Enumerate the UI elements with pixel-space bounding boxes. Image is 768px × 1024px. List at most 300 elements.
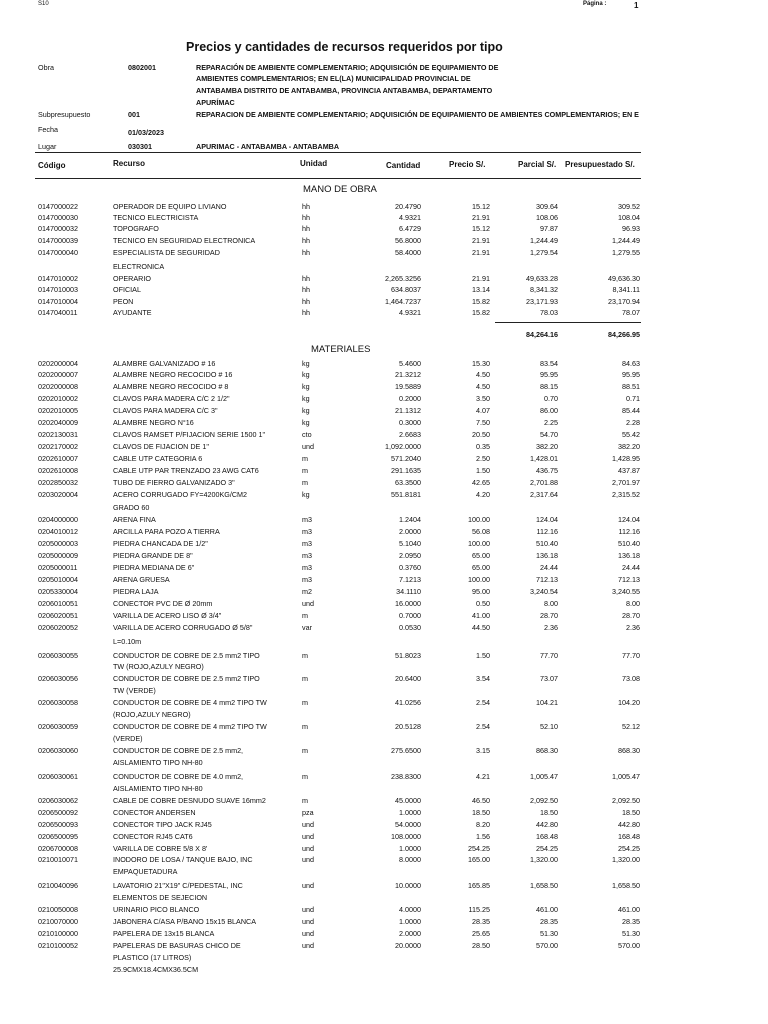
cell-recurso: ARENA GRUESA [113, 575, 170, 584]
cell-cantidad: 21.3212 [395, 370, 421, 379]
cell-precio: 20.50 [472, 430, 490, 439]
cell-cantidad: 1.2404 [399, 515, 421, 524]
cell-cantidad: 4.9321 [399, 213, 421, 222]
cell-cantidad: 1.0000 [399, 808, 421, 817]
table-row [0, 551, 768, 561]
table-row [0, 611, 768, 621]
cell-presupuestado: 51.30 [622, 929, 640, 938]
cell-recurso: OPERADOR DE EQUIPO LIVIANO [113, 202, 227, 211]
table-row [0, 941, 768, 951]
cell-precio: 41.00 [472, 611, 490, 620]
cell-presupuestado: 461.00 [618, 905, 640, 914]
cell-precio: 1.56 [476, 832, 490, 841]
cell-codigo: 0205010004 [38, 575, 78, 584]
cell-recurso: URINARIO PICO BLANCO [113, 905, 200, 914]
cell-unidad: m [302, 611, 308, 620]
cell-cantidad: 0.0530 [399, 623, 421, 632]
cell-codigo: 0147040011 [38, 308, 78, 317]
cell-presupuestado: 8.00 [626, 599, 640, 608]
cell-recurso: ALAMBRE NEGRO N°16 [113, 418, 194, 427]
cell-cantidad: 275.6500 [391, 746, 421, 755]
cell-precio: 21.91 [472, 236, 490, 245]
cell-unidad: m3 [302, 575, 312, 584]
cell-precio: 4.21 [476, 772, 490, 781]
cell-presupuestado: 88.51 [622, 382, 640, 391]
table-row [0, 746, 768, 756]
table-row [0, 905, 768, 915]
cell-precio: 254.25 [468, 844, 490, 853]
table-row [0, 820, 768, 830]
cell-precio: 21.91 [472, 274, 490, 283]
cell-precio: 115.25 [468, 905, 490, 914]
cell-parcial: 1,005.47 [530, 772, 558, 781]
cell-cantidad: 4.0000 [399, 905, 421, 914]
cell-unidad: und [302, 832, 314, 841]
cell-recurso: CABLE DE COBRE DESNUDO SUAVE 16mm2 [113, 796, 266, 805]
cell-codigo: 0206030062 [38, 796, 78, 805]
table-row [0, 893, 768, 903]
cell-precio: 25.65 [472, 929, 490, 938]
cell-presupuestado: 510.40 [618, 539, 640, 548]
cell-unidad: kg [302, 418, 310, 427]
cell-recurso: CONECTOR TIPO JACK RJ45 [113, 820, 212, 829]
mano-total-parcial: 84,264.16 [526, 330, 558, 339]
table-row [0, 674, 768, 684]
cell-presupuestado: 868.30 [618, 746, 640, 755]
cell-cantidad: 34.1110 [396, 587, 421, 596]
cell-precio: 28.50 [472, 941, 490, 950]
cell-unidad: hh [302, 213, 310, 222]
cell-presupuestado: 1,279.55 [612, 248, 640, 257]
cell-recurso: ALAMBRE GALVANIZADO # 16 [113, 359, 216, 368]
cell-cantidad: 8.0000 [399, 855, 421, 864]
cell-recurso: ESPECIALISTA DE SEGURIDAD [113, 248, 220, 257]
cell-codigo: 0206030058 [38, 698, 78, 707]
obra-line-1: REPARACIÓN DE AMBIENTE COMPLEMENTARIO; ADQUISICIÓN DE EQUIPAMIENTO DE [196, 63, 499, 72]
cell-parcial: 168.48 [536, 832, 558, 841]
cell-recurso: ACERO CORRUGADO FY=4200KG/CM2 [113, 490, 248, 499]
cell-presupuestado: 1,320.00 [612, 855, 640, 864]
table-row [0, 442, 768, 452]
table-row [0, 236, 768, 246]
cell-codigo: 0147010002 [38, 274, 78, 283]
cell-parcial: 54.70 [540, 430, 558, 439]
cell-precio: 165.00 [468, 855, 490, 864]
page-number: 1 [634, 1, 639, 10]
cell-recurso: CABLE UTP PAR TRENZADO 23 AWG CAT6 [113, 466, 259, 475]
cell-recurso: JABONERA C/ASA P/BANO 15x15 BLANCA [113, 917, 257, 926]
subtotal-rule [495, 322, 641, 323]
cell-unidad: hh [302, 224, 310, 233]
cell-cantidad: 16.0000 [395, 599, 421, 608]
cell-presupuestado: 437.87 [618, 466, 640, 475]
cell-codigo: 0202010002 [38, 394, 78, 403]
obra-line-3: ANTABAMBA DISTRITO DE ANTABAMBA, PROVINCIA ANTABAMBA, DEPARTAMENTO [196, 86, 493, 95]
cell-parcial: 868.30 [536, 746, 558, 755]
section-materiales: MATERIALES [311, 344, 371, 355]
cell-presupuestado: 124.04 [618, 515, 640, 524]
cell-recurso: TUBO DE FIERRO GALVANIZADO 3" [113, 478, 235, 487]
cell-presupuestado: 2,315.52 [612, 490, 640, 499]
cell-precio: 15.30 [472, 359, 490, 368]
table-row [0, 917, 768, 927]
cell-unidad: m3 [302, 515, 312, 524]
cell-cantidad: 10.0000 [395, 881, 421, 890]
cell-parcial: 136.18 [536, 551, 558, 560]
cell-recurso: PIEDRA GRANDE DE 8" [113, 551, 193, 560]
cell-codigo: 0210040096 [38, 881, 78, 890]
table-row [0, 515, 768, 525]
cell-recurso: (VERDE) [113, 734, 143, 743]
table-row [0, 285, 768, 295]
cell-presupuestado: 309.52 [618, 202, 640, 211]
cell-recurso: PIEDRA LAJA [113, 587, 159, 596]
cell-unidad: und [302, 929, 314, 938]
cell-cantidad: 2.0000 [399, 527, 421, 536]
cell-presupuestado: 3,240.55 [612, 587, 640, 596]
cell-parcial: 104.21 [536, 698, 558, 707]
cell-precio: 42.65 [472, 478, 490, 487]
cell-parcial: 108.06 [536, 213, 558, 222]
cell-unidad: und [302, 855, 314, 864]
cell-presupuestado: 96.93 [622, 224, 640, 233]
table-row [0, 503, 768, 513]
cell-cantidad: 51.8023 [395, 651, 421, 660]
cell-cantidad: 7.1213 [399, 575, 421, 584]
cell-presupuestado: 78.07 [622, 308, 640, 317]
cell-presupuestado: 73.08 [622, 674, 640, 683]
cell-presupuestado: 2.28 [626, 418, 640, 427]
cell-unidad: hh [302, 236, 310, 245]
cell-presupuestado: 2.36 [626, 623, 640, 632]
cell-parcial: 24.44 [540, 563, 558, 572]
table-row [0, 370, 768, 380]
cell-codigo: 0204010012 [38, 527, 78, 536]
page-title: Precios y cantidades de recursos requeridos por tipo [186, 40, 503, 54]
cell-unidad: m [302, 796, 308, 805]
table-row [0, 867, 768, 877]
cell-recurso: CONDUCTOR DE COBRE DE 2.5 mm2 TIPO [113, 651, 260, 660]
cell-unidad: und [302, 905, 314, 914]
table-row [0, 734, 768, 744]
cell-parcial: 510.40 [536, 539, 558, 548]
table-row [0, 758, 768, 768]
cell-parcial: 52.10 [540, 722, 558, 731]
cell-presupuestado: 0.71 [626, 394, 640, 403]
table-row [0, 662, 768, 672]
cell-presupuestado: 1,005.47 [612, 772, 640, 781]
cell-recurso: ALAMBRE NEGRO RECOCIDO # 16 [113, 370, 233, 379]
cell-cantidad: 41.0256 [395, 698, 421, 707]
cell-unidad: m [302, 772, 308, 781]
cell-presupuestado: 442.80 [618, 820, 640, 829]
cell-precio: 4.50 [476, 370, 490, 379]
header-top-rule [35, 152, 641, 153]
cell-precio: 4.20 [476, 490, 490, 499]
col-precio: Precio S/. [449, 160, 486, 169]
cell-presupuestado: 254.25 [618, 844, 640, 853]
cell-codigo: 0206020051 [38, 611, 78, 620]
report-code: S10 [38, 1, 49, 7]
cell-presupuestado: 77.70 [622, 651, 640, 660]
obra-code: 0802001 [128, 63, 156, 72]
cell-unidad: kg [302, 406, 310, 415]
cell-unidad: m [302, 722, 308, 731]
fecha-label: Fecha [38, 125, 58, 134]
cell-cantidad: 20.6400 [395, 674, 421, 683]
cell-presupuestado: 49,636.30 [608, 274, 640, 283]
cell-unidad: m [302, 454, 308, 463]
cell-cantidad: 5.4600 [399, 359, 421, 368]
cell-cantidad: 0.3760 [399, 563, 421, 572]
cell-precio: 18.50 [472, 808, 490, 817]
cell-precio: 15.12 [472, 224, 490, 233]
cell-codigo: 0202850032 [38, 478, 78, 487]
table-row [0, 587, 768, 597]
cell-unidad: m3 [302, 539, 312, 548]
cell-codigo: 0206500092 [38, 808, 78, 817]
cell-recurso: INODORO DE LOSA / TANQUE BAJO, INC [113, 855, 253, 864]
cell-cantidad: 4.9321 [399, 308, 421, 317]
cell-presupuestado: 1,428.95 [612, 454, 640, 463]
cell-recurso: CONDUCTOR DE COBRE DE 2.5 mm2, [113, 746, 244, 755]
cell-precio: 28.35 [472, 917, 490, 926]
cell-recurso: CLAVOS RAMSET P/FIJACION SERIE 1500 1" [113, 430, 266, 439]
cell-codigo: 0210050008 [38, 905, 78, 914]
header-bottom-rule [35, 178, 641, 179]
cell-unidad: kg [302, 359, 310, 368]
table-row [0, 202, 768, 212]
cell-recurso: ALAMBRE NEGRO RECOCIDO # 8 [113, 382, 229, 391]
cell-parcial: 1,320.00 [530, 855, 558, 864]
cell-parcial: 95.95 [540, 370, 558, 379]
cell-codigo: 0210100052 [38, 941, 78, 950]
table-row [0, 406, 768, 416]
cell-unidad: m3 [302, 527, 312, 536]
cell-codigo: 0210100000 [38, 929, 78, 938]
cell-cantidad: 56.8000 [395, 236, 421, 245]
table-row [0, 929, 768, 939]
cell-codigo: 0204000000 [38, 515, 78, 524]
cell-presupuestado: 24.44 [622, 563, 640, 572]
cell-codigo: 0210070000 [38, 917, 78, 926]
cell-recurso: ELEMENTOS DE SEJECION [113, 893, 208, 902]
cell-codigo: 0205330004 [38, 587, 78, 596]
cell-codigo: 0202130031 [38, 430, 78, 439]
table-row [0, 832, 768, 842]
cell-parcial: 51.30 [540, 929, 558, 938]
cell-recurso: LAVATORIO 21"X19" C/PEDESTAL, INC [113, 881, 243, 890]
table-row [0, 454, 768, 464]
cell-codigo: 0210010071 [38, 855, 78, 864]
table-row [0, 855, 768, 865]
table-row [0, 808, 768, 818]
cell-cantidad: 58.4000 [395, 248, 421, 257]
table-row [0, 466, 768, 476]
table-row [0, 710, 768, 720]
table-row [0, 686, 768, 696]
cell-cantidad: 5.1040 [399, 539, 421, 548]
obra-label: Obra [38, 63, 54, 72]
table-row [0, 224, 768, 234]
cell-recurso: TW (VERDE) [113, 686, 156, 695]
cell-cantidad: 291.1635 [391, 466, 421, 475]
cell-codigo: 0202000004 [38, 359, 78, 368]
cell-cantidad: 45.0000 [395, 796, 421, 805]
cell-parcial: 78.03 [540, 308, 558, 317]
cell-cantidad: 20.4790 [395, 202, 421, 211]
cell-recurso: CONECTOR PVC DE Ø 20mm [113, 599, 213, 608]
cell-recurso: CONDUCTOR DE COBRE DE 4.0 mm2, [113, 772, 244, 781]
cell-recurso: L=0.10m [113, 637, 142, 646]
cell-recurso: CONDUCTOR DE COBRE DE 4 mm2 TIPO TW [113, 698, 267, 707]
cell-precio: 2.54 [476, 698, 490, 707]
cell-presupuestado: 84.63 [622, 359, 640, 368]
cell-recurso: PEON [113, 297, 134, 306]
cell-parcial: 8.00 [544, 599, 558, 608]
cell-parcial: 1,658.50 [530, 881, 558, 890]
cell-parcial: 2.36 [544, 623, 558, 632]
cell-precio: 7.50 [476, 418, 490, 427]
cell-recurso: CONECTOR RJ45 CAT6 [113, 832, 193, 841]
cell-presupuestado: 52.12 [622, 722, 640, 731]
cell-presupuestado: 712.13 [618, 575, 640, 584]
cell-recurso: PLASTICO (17 LITROS) [113, 953, 192, 962]
obra-line-2: AMBIENTES COMPLEMENTARIOS; EN EL(LA) MUNICIPALIDAD PROVINCIAL DE [196, 74, 471, 83]
cell-unidad: und [302, 881, 314, 890]
subpresupuesto-text: REPARACION DE AMBIENTE COMPLEMENTARIO; ADQUISICIÓN DE EQUIPAMIENTO DE AMBIENTES COMPLEMENTARIOS; EN E [196, 110, 639, 119]
cell-unidad: m [302, 698, 308, 707]
cell-parcial: 0.70 [544, 394, 558, 403]
subpresupuesto-label: Subpresupuesto [38, 110, 91, 119]
cell-codigo: 0206500095 [38, 832, 78, 841]
cell-precio: 13.14 [472, 285, 490, 294]
table-row [0, 274, 768, 284]
cell-precio: 0.35 [476, 442, 490, 451]
cell-codigo: 0206030055 [38, 651, 78, 660]
table-row [0, 599, 768, 609]
table-row [0, 965, 768, 975]
cell-parcial: 28.70 [540, 611, 558, 620]
cell-recurso: AYUDANTE [113, 308, 152, 317]
cell-unidad: hh [302, 202, 310, 211]
mano-total-presupuestado: 84,266.95 [608, 330, 640, 339]
cell-precio: 3.15 [476, 746, 490, 755]
cell-codigo: 0206500093 [38, 820, 78, 829]
cell-unidad: kg [302, 490, 310, 499]
cell-parcial: 1,428.01 [530, 454, 558, 463]
obra-line-4: APURÍMAC [196, 98, 235, 107]
cell-unidad: m [302, 478, 308, 487]
cell-precio: 1.50 [476, 651, 490, 660]
cell-parcial: 2.25 [544, 418, 558, 427]
cell-presupuestado: 55.42 [622, 430, 640, 439]
cell-precio: 15.82 [472, 308, 490, 317]
cell-precio: 65.00 [472, 563, 490, 572]
cell-recurso: (ROJO,AZULY NEGRO) [113, 710, 191, 719]
cell-recurso: PIEDRA MEDIANA DE 6" [113, 563, 195, 572]
subpresupuesto-code: 001 [128, 110, 140, 119]
cell-precio: 4.07 [476, 406, 490, 415]
cell-cantidad: 20.5128 [395, 722, 421, 731]
cell-codigo: 0206030060 [38, 746, 78, 755]
cell-unidad: m [302, 674, 308, 683]
cell-recurso: CONDUCTOR DE COBRE DE 2.5 mm2 TIPO [113, 674, 260, 683]
table-row [0, 637, 768, 647]
cell-cantidad: 63.3500 [395, 478, 421, 487]
cell-presupuestado: 112.16 [618, 527, 640, 536]
cell-cantidad: 1,464.7237 [385, 297, 421, 306]
cell-cantidad: 571.2040 [391, 454, 421, 463]
cell-parcial: 88.15 [540, 382, 558, 391]
table-row [0, 430, 768, 440]
cell-presupuestado: 28.70 [622, 611, 640, 620]
cell-precio: 2.50 [476, 454, 490, 463]
cell-recurso: ARENA FINA [113, 515, 156, 524]
cell-cantidad: 0.2000 [399, 394, 421, 403]
cell-cantidad: 2.0950 [399, 551, 421, 560]
cell-presupuestado: 18.50 [622, 808, 640, 817]
cell-recurso: EMPAQUETADURA [113, 867, 178, 876]
col-cantidad: Cantidad [386, 161, 421, 170]
cell-presupuestado: 1,244.49 [612, 236, 640, 245]
cell-recurso: TOPOGRAFO [113, 224, 159, 233]
table-row [0, 478, 768, 488]
cell-parcial: 2,317.64 [530, 490, 558, 499]
cell-recurso: VARILLA DE COBRE 5/8 X 8' [113, 844, 208, 853]
table-row [0, 722, 768, 732]
cell-precio: 65.00 [472, 551, 490, 560]
cell-parcial: 1,279.54 [530, 248, 558, 257]
cell-recurso: CONDUCTOR DE COBRE DE 4 mm2 TIPO TW [113, 722, 267, 731]
cell-codigo: 0206020052 [38, 623, 78, 632]
table-row [0, 359, 768, 369]
cell-presupuestado: 168.48 [618, 832, 640, 841]
cell-precio: 165.85 [468, 881, 490, 890]
table-row [0, 881, 768, 891]
cell-parcial: 77.70 [540, 651, 558, 660]
cell-recurso: VARILLA DE ACERO LISO Ø 3/4" [113, 611, 222, 620]
table-row [0, 563, 768, 573]
cell-recurso: CABLE UTP CATEGORIA 6 [113, 454, 203, 463]
cell-unidad: m [302, 651, 308, 660]
cell-cantidad: 2.6683 [399, 430, 421, 439]
cell-unidad: und [302, 941, 314, 950]
table-row [0, 262, 768, 272]
table-row [0, 784, 768, 794]
cell-codigo: 0147010004 [38, 297, 78, 306]
cell-cantidad: 1,092.0000 [385, 442, 421, 451]
cell-codigo: 0202000008 [38, 382, 78, 391]
cell-presupuestado: 382.20 [618, 442, 640, 451]
cell-codigo: 0147000030 [38, 213, 78, 222]
cell-precio: 2.54 [476, 722, 490, 731]
cell-recurso: TW (ROJO,AZULY NEGRO) [113, 662, 204, 671]
cell-precio: 100.00 [468, 515, 490, 524]
table-row [0, 394, 768, 404]
cell-unidad: var [302, 623, 312, 632]
cell-codigo: 0147010003 [38, 285, 78, 294]
cell-parcial: 112.16 [536, 527, 558, 536]
table-row [0, 418, 768, 428]
lugar-code: 030301 [128, 142, 152, 151]
cell-precio: 4.50 [476, 382, 490, 391]
cell-unidad: hh [302, 274, 310, 283]
cell-unidad: und [302, 844, 314, 853]
cell-precio: 100.00 [468, 575, 490, 584]
cell-unidad: cto [302, 430, 312, 439]
cell-precio: 95.00 [472, 587, 490, 596]
